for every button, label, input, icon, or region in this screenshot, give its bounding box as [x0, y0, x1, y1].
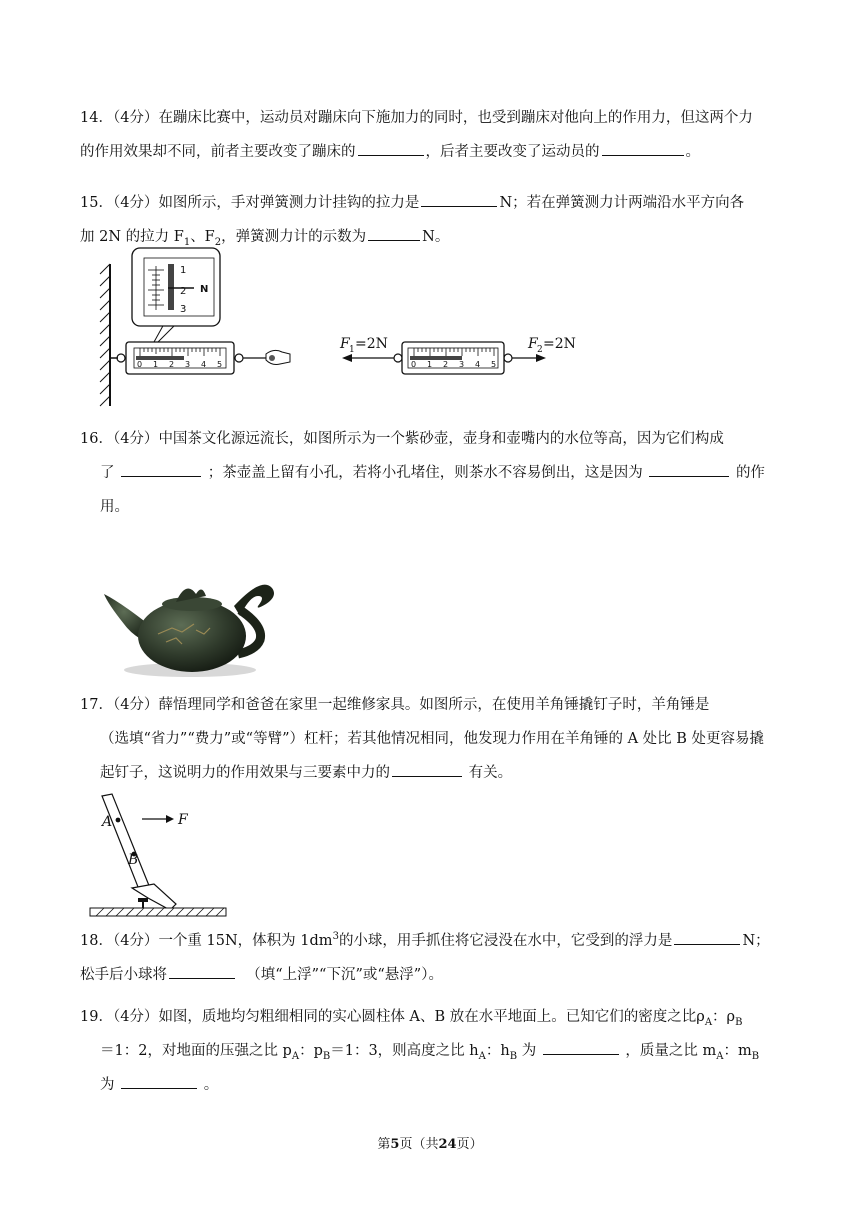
claw-hammer-figure [88, 792, 228, 918]
label-b: B [128, 852, 139, 868]
hand-icon [266, 350, 290, 364]
zoom-number: 2 [180, 286, 187, 297]
question-number: 14．（4分） [80, 110, 159, 126]
svg-text:4: 4 [475, 360, 481, 369]
zoom-number: 1 [180, 265, 187, 276]
question-number: 18．（4分） [80, 933, 159, 949]
answer-blank[interactable] [121, 460, 201, 477]
svg-text:2: 2 [537, 345, 543, 355]
svg-text:F: F [340, 336, 350, 352]
spring-scale-figure [96, 244, 596, 410]
answer-blank[interactable] [674, 928, 740, 945]
svg-text:0: 0 [411, 360, 417, 369]
scale-number: 1 [153, 360, 159, 369]
svg-text:=2N: =2N [355, 336, 388, 352]
question-number: 15．（4分） [80, 195, 159, 211]
page-number: 5 [390, 1137, 400, 1152]
teapot-image [100, 560, 280, 682]
question-16: 16．（4分）中国茶文化源远流长，如图所示为一个紫砂壶，壶身和壶嘴内的水位等高，因为它们构成 了 ；茶壶盖上留有小孔，若将小孔堵住，则茶水不容易倒出，这是因为 的作 用。 [80, 431, 765, 515]
question-number: 17．（4分） [80, 697, 159, 713]
svg-text:2: 2 [443, 360, 449, 369]
question-number: 16．（4分） [80, 431, 159, 447]
svg-text:1: 1 [427, 360, 433, 369]
answer-blank[interactable] [392, 760, 462, 777]
answer-blank[interactable] [358, 139, 424, 156]
page-footer: 第5页（共24页） [377, 1137, 483, 1152]
zoom-number: 3 [180, 304, 187, 315]
svg-text:3: 3 [459, 360, 465, 369]
label-a: A [102, 814, 113, 830]
answer-blank[interactable] [421, 190, 497, 207]
svg-text:F: F [528, 336, 538, 352]
svg-text:5: 5 [491, 360, 497, 369]
arrow-left-icon [342, 354, 352, 362]
scale-number: 3 [185, 360, 191, 369]
page-total: 24 [438, 1137, 457, 1152]
question-17: 17．（4分）薛悟理同学和爸爸在家里一起维修家具。如图所示，在使用羊角锤撬钉子时，羊角锤是 （选填“省力”“费力”或“等臂”）杠杆；若其他情况相同，他发现力作用在羊角锤的 A 处比 B 处更容易撬 起钉子，这说明力的作用效果与三要素中力的 有关。 [80, 697, 765, 781]
answer-blank[interactable] [649, 460, 729, 477]
answer-blank[interactable] [169, 962, 235, 979]
unit-label: N [200, 284, 209, 295]
question-19: 19．（4分）如图，质地均匀粗细相同的实心圆柱体 A、B 放在水平地面上。已知它们的密度之比$\rho_A$：$\rho_B$ ＝1：2，对地面的压强之比 $p_A$：$p_B=1$：3，则高度之比 $h_A$：$h_B$ 为 ，质量之比 $m_A$：$m_B$ 为 。 [80, 1009, 760, 1093]
answer-blank[interactable] [602, 139, 684, 156]
question-14: 14．（4分）在蹦床比赛中，运动员对蹦床向下施加力的同时，也受到蹦床对他向上的作用力，但这两个力 的作用效果却不同，前者主要改变了蹦床的 ，后者主要改变了运动员的 。 [80, 110, 753, 160]
svg-text:1: 1 [349, 345, 355, 355]
question-number: 19．（4分） [80, 1009, 159, 1025]
scale-number: 4 [201, 360, 207, 369]
arrow-right-icon [536, 354, 546, 362]
arrow-right-icon [166, 815, 174, 823]
answer-blank[interactable] [121, 1072, 197, 1089]
scale-number: 5 [217, 360, 223, 369]
svg-text:=2N: =2N [543, 336, 576, 352]
label-f: F [178, 812, 188, 828]
question-15: 15．（4分）如图所示，手对弹簧测力计挂钩的拉力是 N；若在弹簧测力计两端沿水平方向各 加 2N 的拉力 $F_1$、$F_2$，弹簧测力计的示数为 N。 [80, 186, 785, 254]
answer-blank[interactable] [368, 224, 420, 241]
scale-number: 0 [137, 360, 143, 369]
question-18: 18．（4分）一个重 15N，体积为 $1dm^3$的小球，用手抓住将它浸没在水中，它受到的浮力是 N； 松手后小球将 （填“上浮”“下沉”或“悬浮”）。 [80, 924, 785, 992]
answer-blank[interactable] [543, 1038, 619, 1055]
scale-number: 2 [169, 360, 175, 369]
